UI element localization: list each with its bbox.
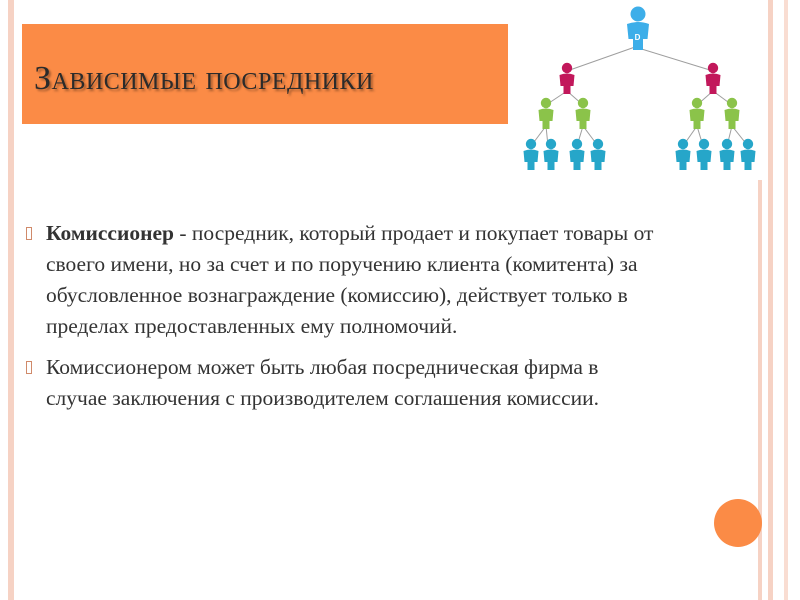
- title-banner: [22, 24, 508, 124]
- slide-frame-right-inner: [758, 180, 762, 600]
- slide-body: [22, 218, 662, 424]
- slide-title: Зависимые посредники: [34, 60, 374, 97]
- bullet-text: - посредник, который продает и покупает товары от своего имени, но за счет и по поручению клиента (комитента) за обусловленное вознаграждение (комиссию), действует только в пределах предоставленных ему полномочий.: [46, 221, 654, 338]
- person-icon-level-two: [560, 63, 721, 94]
- slide-frame-right-edge: [784, 0, 788, 600]
- decorative-circle: [714, 499, 762, 547]
- slide-frame-right-outer: [768, 0, 773, 600]
- person-icon-level-four: [524, 139, 756, 170]
- bullet-item: [22, 352, 662, 414]
- bullet-marker-icon: [22, 352, 36, 383]
- person-icon-top: [627, 7, 649, 51]
- top-person-letter: D: [634, 33, 641, 42]
- bullet-marker-icon: [22, 218, 36, 249]
- org-chart-connectors: [531, 47, 748, 146]
- person-icon-level-three: [539, 98, 740, 129]
- bullet-term: Комиссионер: [46, 221, 175, 245]
- org-chart-illustration: [515, 3, 765, 175]
- bullet-item: [22, 218, 662, 342]
- slide-frame-left: [8, 0, 14, 600]
- bullet-text: Комиссионером может быть любая посредническая фирма в случае заключения с производителем соглашения комиссии.: [46, 355, 600, 410]
